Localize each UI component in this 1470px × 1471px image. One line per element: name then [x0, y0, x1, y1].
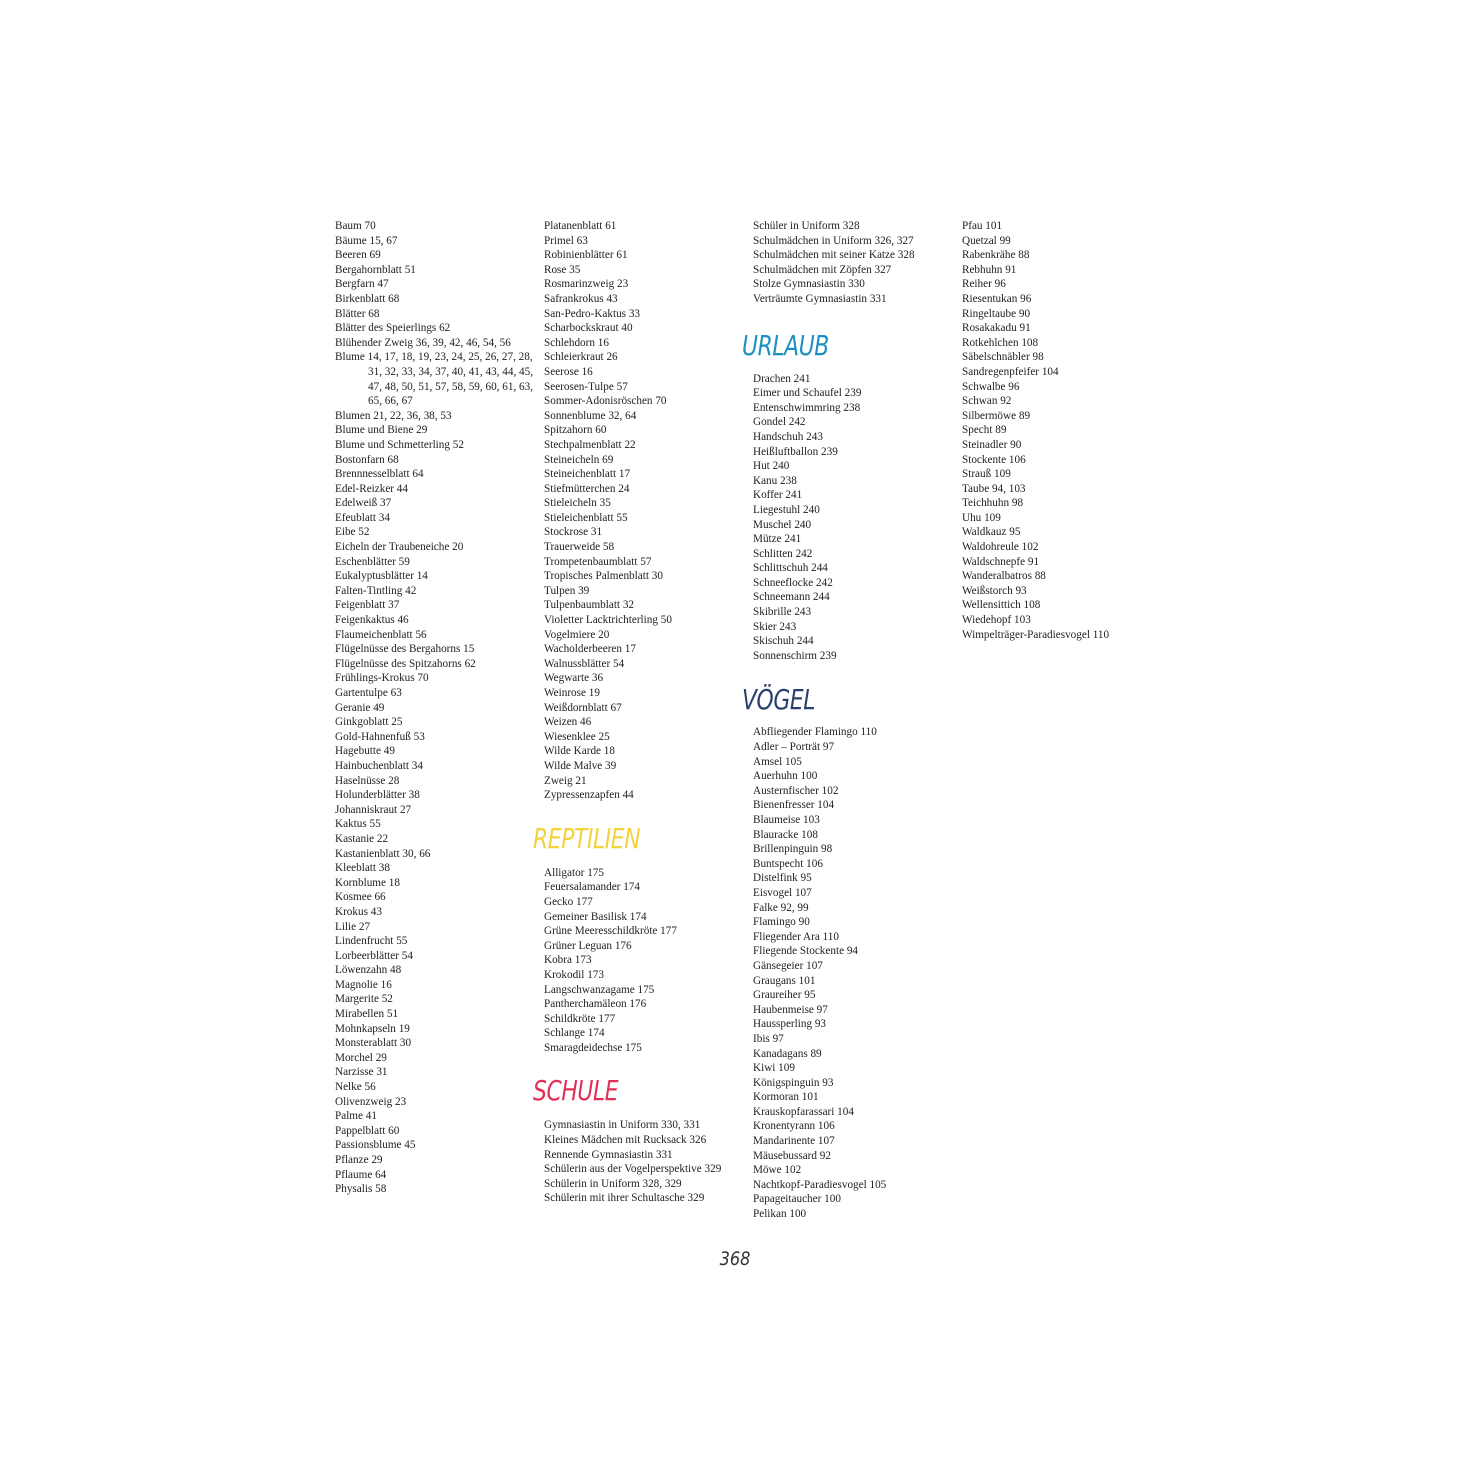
index-entry: Passionsblume 45 — [335, 1139, 416, 1152]
index-entry: Kanadagans 89 — [753, 1047, 822, 1060]
index-entry: Frühlings-Krokus 70 — [335, 672, 429, 685]
index-entry: Schleierkraut 26 — [544, 351, 618, 364]
index-entry: Reiher 96 — [962, 278, 1006, 291]
index-entry: Nelke 56 — [335, 1081, 376, 1094]
index-entry: Sommer-Adonisröschen 70 — [544, 395, 667, 408]
index-entry: Sandregenpfeifer 104 — [962, 365, 1059, 378]
index-entry: Waldschnepfe 91 — [962, 555, 1040, 568]
index-entry: Blätter des Speierlings 62 — [335, 322, 451, 335]
index-entry: San-Pedro-Kaktus 33 — [544, 307, 641, 320]
index-entry: Lindenfrucht 55 — [335, 935, 408, 948]
index-entry: Gemeiner Basilisk 174 — [544, 910, 647, 923]
index-entry: Bäume 15, 67 — [335, 234, 398, 247]
index-entry: Skier 243 — [753, 620, 797, 633]
index-entry: Specht 89 — [962, 424, 1007, 437]
index-entry: Efeublatt 34 — [335, 511, 390, 524]
index-entry: Stiefmütterchen 24 — [544, 482, 630, 495]
index-entry: Alligator 175 — [544, 866, 604, 879]
index-entry: Löwenzahn 48 — [335, 964, 402, 977]
section-heading-reptilien: REPTILIEN — [533, 821, 641, 855]
index-entry: Eibe 52 — [335, 526, 370, 539]
index-entry: Krauskopfarassari 104 — [753, 1105, 854, 1118]
index-entry: Rebhuhn 91 — [962, 263, 1017, 276]
index-entry: Kosmee 66 — [335, 891, 386, 904]
index-entry: Tropisches Palmenblatt 30 — [544, 570, 663, 583]
index-entry: Wanderalbatros 88 — [962, 570, 1046, 583]
index-entry: Bostonfarn 68 — [335, 453, 399, 466]
index-entry: Rabenkrähe 88 — [962, 249, 1030, 262]
index-entry: Distelfink 95 — [753, 872, 812, 885]
index-entry: Drachen 241 — [753, 372, 811, 385]
index-entry: Feigenkaktus 46 — [335, 614, 409, 627]
entry-list — [544, 219, 744, 803]
index-entry: Muschel 240 — [753, 518, 812, 531]
index-entry: Magnolie 16 — [335, 978, 392, 991]
index-entry: Flamingo 90 — [753, 916, 810, 929]
index-entry: Gondel 242 — [753, 416, 806, 429]
index-entry: Pflaume 64 — [335, 1168, 387, 1181]
section-heading-voegel: VÖGEL — [742, 683, 816, 717]
index-entry: Ginkgoblatt 25 — [335, 716, 403, 729]
index-entry: Haussperling 93 — [753, 1018, 827, 1031]
index-entry: Kornblume 18 — [335, 876, 400, 889]
index-entry: Safrankrokus 43 — [544, 292, 618, 305]
index-entry: Scharbockskraut 40 — [544, 322, 633, 335]
index-entry: Amsel 105 — [753, 755, 802, 768]
index-entry: Seerose 16 — [544, 365, 593, 378]
index-entry: Mirabellen 51 — [335, 1008, 399, 1021]
entry-list-urlaub — [753, 372, 953, 664]
index-entry: Stechpalmenblatt 22 — [544, 438, 636, 451]
entry-list — [335, 219, 535, 1197]
index-entry: Kleeblatt 38 — [335, 862, 390, 875]
index-entry: Teichhuhn 98 — [962, 497, 1024, 510]
index-entry: Schulmädchen in Uniform 326, 327 — [753, 234, 914, 247]
index-entry: Quetzal 99 — [962, 234, 1011, 247]
index-entry: Papageitaucher 100 — [753, 1193, 841, 1206]
index-entry: Weinrose 19 — [544, 687, 600, 699]
index-entry: Rose 35 — [544, 263, 581, 276]
entry-list-reptilien — [544, 866, 744, 1056]
index-entry: Schulmädchen mit Zöpfen 327 — [753, 263, 892, 276]
entry-list-voegel — [753, 725, 953, 1221]
index-entry: Fliegender Ara 110 — [753, 930, 839, 943]
index-entry: Kastanie 22 — [335, 832, 389, 845]
entry-list — [753, 219, 953, 307]
index-entry: Ringeltaube 90 — [962, 307, 1031, 320]
index-entry: Trompetenbaumblatt 57 — [544, 555, 652, 568]
index-entry: Steineichenblatt 17 — [544, 468, 631, 481]
index-entry: Koffer 241 — [753, 489, 803, 502]
index-entry: Grüner Leguan 176 — [544, 939, 632, 952]
index-entry: Haselnüsse 28 — [335, 774, 400, 787]
index-entry: Austernfischer 102 — [753, 784, 839, 797]
index-entry: Handschuh 243 — [753, 430, 823, 443]
index-entry: Margerite 52 — [335, 993, 393, 1006]
index-column-3 — [742, 219, 953, 1222]
index-entry: Vogelmiere 20 — [544, 628, 610, 641]
index-entry: Pelikan 100 — [753, 1208, 807, 1221]
index-entry: Kaktus 55 — [335, 818, 381, 831]
index-entry: Rotkehlchen 108 — [962, 336, 1039, 349]
index-entry: Gartentulpe 63 — [335, 687, 402, 699]
index-entry: Säbelschnäbler 98 — [962, 351, 1044, 364]
index-entry: Fliegende Stockente 94 — [753, 945, 859, 958]
index-entry: Nachtkopf-Paradiesvogel 105 — [753, 1178, 887, 1191]
index-entry: Waldkauz 95 — [962, 526, 1021, 539]
index-entry: Brennnesselblatt 64 — [335, 468, 424, 481]
index-entry: Mohnkapseln 19 — [335, 1022, 410, 1035]
index-entry: Haubenmeise 97 — [753, 1003, 828, 1016]
index-column-2 — [533, 219, 744, 1206]
index-entry: Beeren 69 — [335, 249, 381, 262]
index-entry: Monsterablatt 30 — [335, 1037, 412, 1050]
index-entry: Robinienblätter 61 — [544, 249, 628, 262]
index-entry: Kiwi 109 — [753, 1062, 795, 1075]
index-entry: Mandarinente 107 — [753, 1135, 835, 1148]
index-entry: Steinadler 90 — [962, 438, 1022, 451]
index-entry: Schülerin in Uniform 328, 329 — [544, 1177, 682, 1190]
index-entry: Palme 41 — [335, 1110, 377, 1123]
index-entry: Wacholderbeeren 17 — [544, 643, 636, 656]
index-entry: Rennende Gymnasiastin 331 — [544, 1148, 673, 1161]
index-entry: Schlitten 242 — [753, 547, 813, 560]
index-entry: Krokodil 173 — [544, 968, 604, 981]
index-entry: Schneeflocke 242 — [753, 576, 833, 589]
index-entry: Walnussblätter 54 — [544, 657, 625, 670]
index-entry: Flaumeichenblatt 56 — [335, 628, 427, 641]
index-entry: Wegwarte 36 — [544, 672, 604, 685]
index-entry: Schülerin mit ihrer Schultasche 329 — [544, 1192, 705, 1205]
index-entry: Wiesenklee 25 — [544, 730, 610, 743]
index-entry: Wilde Malve 39 — [544, 759, 617, 772]
index-column-4 — [962, 219, 1182, 642]
index-entry: Hagebutte 49 — [335, 745, 395, 758]
index-entry: Olivenzweig 23 — [335, 1095, 407, 1108]
index-entry: Violetter Lacktrichterling 50 — [544, 614, 672, 627]
section-heading-schule: SCHULE — [533, 1074, 619, 1108]
index-entry: Waldohreule 102 — [962, 541, 1039, 554]
index-entry: Pfau 101 — [962, 220, 1003, 232]
index-entry: Feigenblatt 37 — [335, 599, 400, 612]
index-entry: Schlange 174 — [544, 1027, 605, 1040]
index-entry: Mäusebussard 92 — [753, 1149, 831, 1162]
index-entry: Silbermöwe 89 — [962, 409, 1031, 422]
index-entry: Schildkröte 177 — [544, 1012, 616, 1025]
index-entry: Skischuh 244 — [753, 635, 814, 648]
index-entry: Edel-Reizker 44 — [335, 482, 408, 495]
index-entry: Wilde Karde 18 — [544, 745, 615, 758]
index-entry: Ibis 97 — [753, 1032, 784, 1045]
index-entry: Eukalyptusblätter 14 — [335, 570, 428, 583]
index-entry: Bergfarn 47 — [335, 278, 389, 291]
index-entry: Langschwanzagame 175 — [544, 983, 655, 996]
index-entry: Taube 94, 103 — [962, 482, 1026, 495]
index-entry: Steineicheln 69 — [544, 453, 614, 466]
index-entry: Falke 92, 99 — [753, 901, 809, 914]
index-entry: Königspinguin 93 — [753, 1076, 834, 1089]
index-entry: Graugans 101 — [753, 974, 816, 987]
index-entry: Grüne Meeresschildkröte 177 — [544, 925, 677, 938]
index-entry: Blumen 21, 22, 36, 38, 53 — [335, 409, 452, 422]
page-number: 368 — [719, 1248, 751, 1270]
index-entry: Auerhuhn 100 — [753, 770, 818, 783]
index-column-1 — [335, 219, 535, 1197]
index-entry: Zypressenzapfen 44 — [544, 789, 634, 802]
index-entry: Eicheln der Traubeneiche 20 — [335, 541, 464, 554]
index-entry: Wiedehopf 103 — [962, 614, 1031, 627]
entry-list-schule — [544, 1118, 744, 1206]
index-entry: Stieleichenblatt 55 — [544, 511, 628, 524]
index-entry: Stockrose 31 — [544, 526, 603, 539]
index-entry: Blume und Schmetterling 52 — [335, 438, 464, 451]
index-entry: Bergahornblatt 51 — [335, 263, 416, 276]
index-entry: Buntspecht 106 — [753, 857, 823, 870]
index-entry: Trauerweide 58 — [544, 541, 615, 554]
index-entry: Weißdornblatt 67 — [544, 701, 622, 714]
index-entry: Lorbeerblätter 54 — [335, 949, 413, 962]
index-entry: Graureiher 95 — [753, 989, 816, 1002]
index-entry: Schneemann 244 — [753, 591, 830, 604]
index-entry: Pantherchamäleon 176 — [544, 998, 647, 1011]
index-entry: Abfliegender Flamingo 110 — [753, 726, 877, 739]
index-entry: Blühender Zweig 36, 39, 42, 46, 54, 56 — [335, 336, 511, 349]
index-entry: Weizen 46 — [544, 716, 592, 729]
index-entry: Schüler in Uniform 328 — [753, 220, 860, 232]
index-entry: Holunderblätter 38 — [335, 789, 420, 802]
index-entry: Physalis 58 — [335, 1183, 387, 1196]
index-entry: Hut 240 — [753, 460, 790, 473]
index-entry: Blauracke 108 — [753, 828, 818, 841]
index-entry: Mütze 241 — [753, 533, 802, 546]
index-entry: Blätter 68 — [335, 307, 380, 320]
entry-list — [962, 219, 1182, 642]
index-entry: Skibrille 243 — [753, 606, 812, 619]
index-entry: Pflanze 29 — [335, 1154, 383, 1166]
index-entry: Falten-Tintling 42 — [335, 584, 417, 597]
index-entry: Eimer und Schaufel 239 — [753, 387, 862, 400]
index-entry: Uhu 109 — [962, 511, 1001, 524]
index-entry: Schulmädchen mit seiner Katze 328 — [753, 249, 915, 262]
section-heading-urlaub: URLAUB — [742, 328, 829, 362]
index-entry: Gecko 177 — [544, 895, 593, 908]
index-entry: Blume und Biene 29 — [335, 424, 428, 437]
index-entry: Primel 63 — [544, 234, 588, 247]
index-entry: Geranie 49 — [335, 701, 385, 714]
index-entry: Kleines Mädchen mit Rucksack 326 — [544, 1134, 707, 1147]
index-entry: Spitzahorn 60 — [544, 424, 607, 437]
index-entry: Adler – Porträt 97 — [753, 741, 835, 754]
index-entry: Seerosen-Tulpe 57 — [544, 380, 628, 393]
index-entry: Johanniskraut 27 — [335, 803, 412, 816]
index-entry: Rosmarinzweig 23 — [544, 278, 629, 291]
index-entry: Hainbuchenblatt 34 — [335, 759, 423, 772]
index-entry: Birkenblatt 68 — [335, 292, 400, 305]
index-entry: Sonnenblume 32, 64 — [544, 409, 637, 422]
index-entry: Schwalbe 96 — [962, 380, 1020, 393]
index-entry: Liegestuhl 240 — [753, 503, 820, 516]
index-entry: Baum 70 — [335, 220, 376, 232]
index-entry: Kastanienblatt 30, 66 — [335, 847, 431, 860]
index-entry: Blume 14, 17, 18, 19, 23, 24, 25, 26, 27, 28, 31, 32, 33, 34, 37, 40, 41, 43, 44, 45, 47, 48, 50, 51, 57, 58, 59, 60, 61, 63, 65, 66, 67 — [335, 351, 534, 408]
index-entry: Eschenblätter 59 — [335, 555, 410, 568]
index-entry: Wellensittich 108 — [962, 599, 1041, 612]
index-entry: Riesentukan 96 — [962, 292, 1032, 305]
index-entry: Bienenfresser 104 — [753, 799, 835, 812]
index-entry: Tulpenbaumblatt 32 — [544, 599, 635, 612]
index-entry: Zweig 21 — [544, 774, 587, 787]
index-entry: Lilie 27 — [335, 920, 371, 933]
index-entry: Schlehdorn 16 — [544, 336, 609, 349]
index-entry: Brillenpinguin 98 — [753, 843, 833, 856]
index-entry: Kobra 173 — [544, 954, 592, 967]
index-entry: Stieleicheln 35 — [544, 497, 611, 510]
index-entry: Rosakakadu 91 — [962, 322, 1031, 335]
index-entry: Gänsegeier 107 — [753, 959, 823, 972]
index-entry: Möwe 102 — [753, 1164, 802, 1177]
index-entry: Edelweiß 37 — [335, 497, 392, 510]
index-entry: Blaumeise 103 — [753, 814, 820, 826]
index-entry: Gold-Hahnenfuß 53 — [335, 730, 425, 743]
index-entry: Stolze Gymnasiastin 330 — [753, 278, 865, 291]
index-entry: Sonnenschirm 239 — [753, 649, 837, 662]
index-entry: Platanenblatt 61 — [544, 220, 617, 232]
index-entry: Schwan 92 — [962, 395, 1012, 408]
index-entry: Weißstorch 93 — [962, 584, 1027, 597]
index-entry: Narzisse 31 — [335, 1066, 388, 1079]
index-entry: Flügelnüsse des Bergahorns 15 — [335, 643, 475, 656]
index-entry: Verträumte Gymnasiastin 331 — [753, 292, 887, 305]
index-entry: Tulpen 39 — [544, 584, 590, 597]
index-entry: Kronentyrann 106 — [753, 1120, 835, 1133]
index-entry: Heißluftballon 239 — [753, 445, 838, 458]
index-entry: Pappelblatt 60 — [335, 1124, 400, 1137]
index-entry: Entenschwimmring 238 — [753, 401, 861, 414]
index-entry: Smaragdeidechse 175 — [544, 1041, 642, 1054]
index-entry: Wimpelträger-Paradiesvogel 110 — [962, 628, 1110, 641]
index-entry: Kanu 238 — [753, 474, 797, 487]
index-entry: Schlittschuh 244 — [753, 562, 828, 575]
index-entry: Morchel 29 — [335, 1051, 387, 1064]
index-entry: Schülerin aus der Vogelperspektive 329 — [544, 1163, 722, 1176]
index-entry: Kormoran 101 — [753, 1091, 819, 1104]
index-entry: Krokus 43 — [335, 905, 382, 918]
index-entry: Stockente 106 — [962, 453, 1026, 466]
index-entry: Strauß 109 — [962, 468, 1011, 481]
index-entry: Flügelnüsse des Spitzahorns 62 — [335, 657, 476, 670]
index-entry: Gymnasiastin in Uniform 330, 331 — [544, 1119, 701, 1132]
index-entry: Eisvogel 107 — [753, 886, 812, 899]
index-entry: Feuersalamander 174 — [544, 881, 640, 894]
